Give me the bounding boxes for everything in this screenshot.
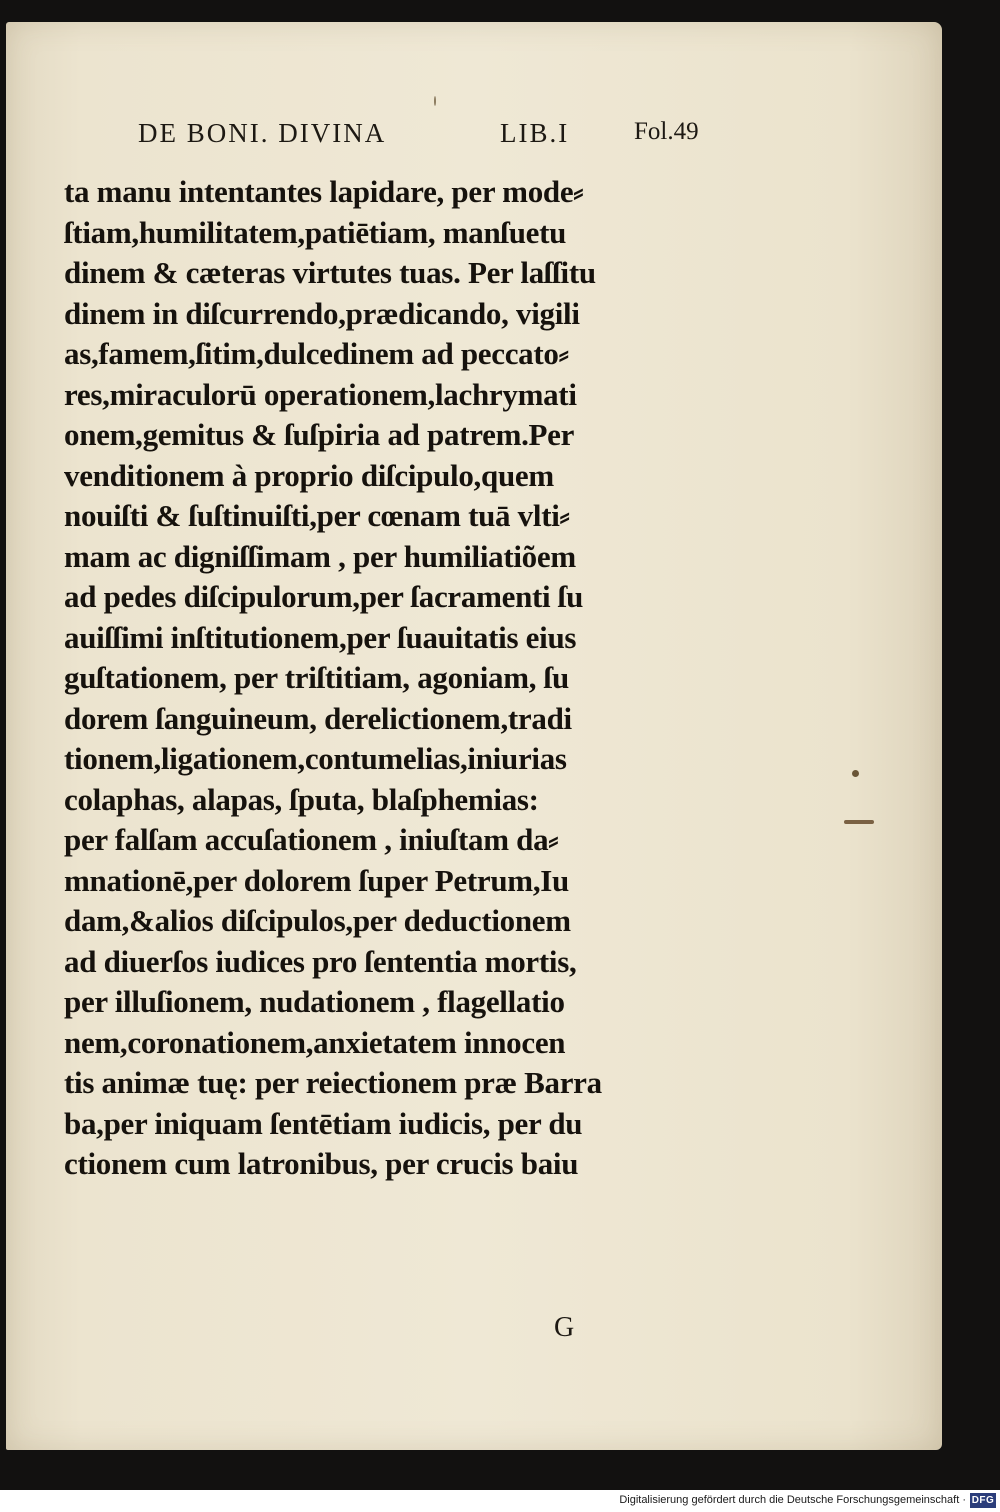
text-line: guſtationem, per triſtitiam, agoniam, ſu (64, 660, 569, 695)
signature-mark: G (554, 1312, 575, 1343)
dfg-logo-icon[interactable]: DFG (971, 1495, 995, 1506)
folio-number: Fol.49 (634, 118, 699, 145)
digitization-credit-bar (0, 1490, 1000, 1512)
text-line: dinem & cæteras virtutes tuas. Per laſſitu (64, 255, 596, 290)
text-line: per illuſionem, nudationem , flagellatio (64, 984, 565, 1019)
text-line: ctionem cum latronibus, per crucis baiu (64, 1146, 579, 1181)
text-line: mnationē,per dolorem ſuper Petrum,Iu (64, 862, 569, 898)
text-line: per falſam accuſationem , iniuſtam da⸗ (64, 822, 559, 857)
paper-speck (852, 770, 859, 777)
book-number: LIB.I (500, 118, 570, 148)
text-line: res,miraculorū operationem,lachrymati (64, 376, 577, 412)
text-line: dinem in diſcurrendo,prædicando, vigili (64, 295, 580, 331)
text-line: auiſſimi inſtitutionem,per ſuauitatis eius (64, 619, 577, 655)
running-header (138, 118, 738, 158)
text-line: ſtiam,humilitatem,patiētiam, manſuetu (64, 214, 567, 250)
credit-text: Digitalisierung gefördert durch die Deutsche Forschungsgemeinschaft · (619, 1494, 966, 1506)
paper-blemish (844, 820, 874, 824)
text-line: ta manu intentantes lapidare, per mode⸗ (64, 174, 584, 209)
body-text (64, 172, 744, 1185)
text-line: dorem ſanguineum, derelictionem,tradi (64, 700, 572, 736)
text-line: tionem,ligationem,contumelias,iniurias (64, 741, 567, 776)
text-line: colaphas, alapas, ſputa, blaſphemias: (64, 781, 539, 817)
text-line: venditionem à proprio diſcipulo,quem (64, 457, 554, 493)
book-page (6, 22, 942, 1450)
paper-speck (434, 96, 436, 106)
text-line: tis animæ tuę: per reiectionem præ Barra (64, 1065, 602, 1100)
running-title: DE BONI. DIVINA (138, 118, 387, 148)
text-line: nouiſti & ſuſtinuiſti,per cœnam tuā vlti⸗ (64, 498, 570, 533)
text-line: ba,per iniquam ſentētiam iudicis, per du (64, 1105, 583, 1141)
text-line: nem,coronationem,anxietatem innocen (64, 1024, 566, 1060)
text-line: ad diuerſos iudices pro ſententia mortis, (64, 943, 577, 979)
text-line: mam ac digniſſimam , per humiliatiõem (64, 538, 576, 574)
text-line: onem,gemitus & ſuſpiria ad patrem.Per (64, 417, 575, 452)
text-line: ad pedes diſcipulorum,per ſacramenti ſu (64, 579, 584, 614)
text-line: dam,&alios diſcipulos,per deductionem (64, 903, 571, 938)
text-line: as,famem,ſitim,dulcedinem ad peccato⸗ (64, 336, 569, 371)
